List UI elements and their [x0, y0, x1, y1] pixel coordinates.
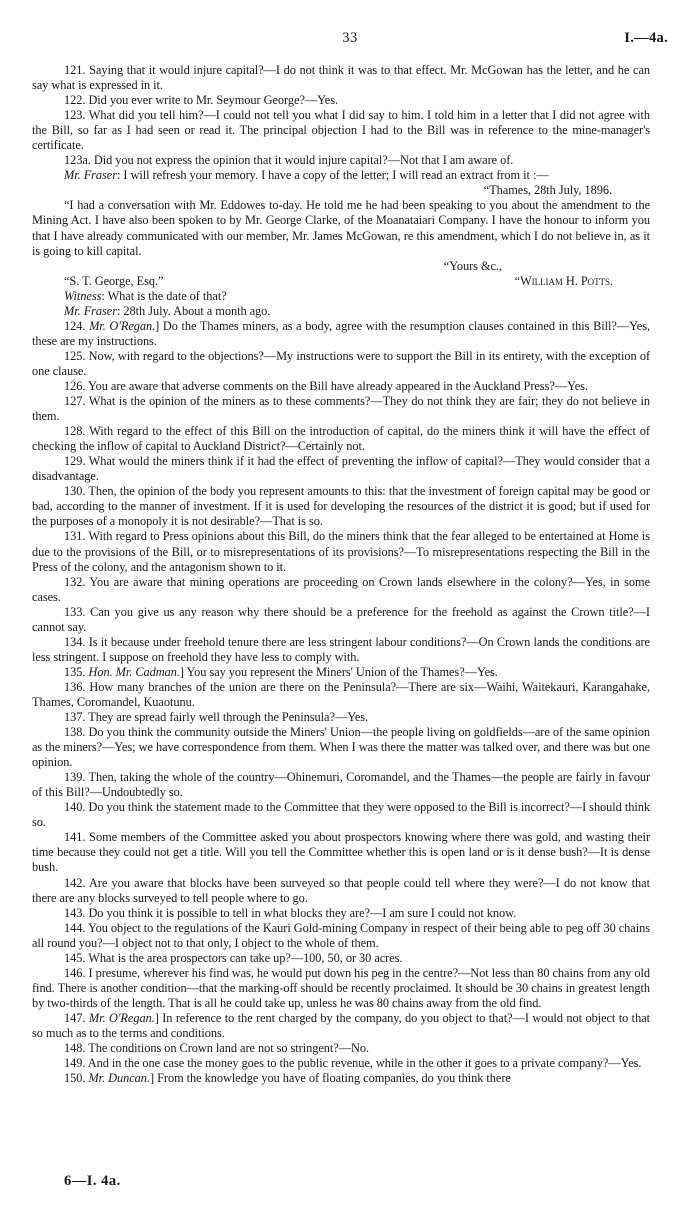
speaker-text: : What is the date of that? — [101, 288, 227, 303]
paragraph-q127: 127. What is the opinion of the miners as to these comments?—They do not think they are fair; they do not believe in them. — [32, 394, 650, 424]
speaker-name: Mr. Fraser — [64, 168, 117, 183]
document-reference: I.—4a. — [624, 30, 668, 46]
evidence-text — [32, 63, 650, 1086]
paragraph-q126: 126. You are aware that adverse comments on the Bill have already appeared in the Auckland Press?—Yes. — [64, 378, 588, 393]
paragraph-q124 — [32, 319, 650, 349]
paragraph-fraser-reads — [32, 168, 650, 183]
question-text: ] From the knowledge you have of floating companies, do you think there — [149, 1071, 511, 1086]
paragraph-q150 — [32, 1071, 650, 1086]
letter-signature: “William H. Potts. — [514, 273, 613, 288]
paragraph-q128: 128. With regard to the effect of this Bill on the introduction of capital, do the miners think it will have the effect of checking the inflow of capital to Auckland District?—Certainly not. — [32, 424, 650, 454]
question-number: 135. — [64, 664, 86, 679]
speaker-name: Hon. Mr. Cadman. — [88, 664, 180, 679]
paragraph-q139: 139. Then, taking the whole of the country—Ohinemuri, Coromandel, and the Thames—the people are fairly in favour of this Bill?—Undoubtedly so. — [32, 770, 650, 800]
speaker-name: Witness — [64, 288, 102, 303]
paragraph-q133: 133. Can you give us any reason why there should be a preference for the freehold as against the Crown title?—I cannot say. — [32, 604, 650, 634]
paragraph-q123a: 123a. Did you not express the opinion that it would injure capital?—Not that I am aware of. — [64, 153, 514, 168]
paragraph-q145: 145. What is the area prospectors can take up?—100, 50, or 30 acres. — [64, 950, 403, 965]
signature-mark: 6—I. 4a. — [64, 1173, 121, 1189]
paragraph-q140: 140. Do you think the statement made to the Committee that they were opposed to the Bill is incorrect?—I should think so. — [32, 800, 650, 830]
paragraph-q136: 136. How many branches of the union are there on the Peninsula?—There are six—Waihi, Waitekauri, Karangahake, Thames, Coromandel, Kuaotunu. — [32, 679, 650, 709]
paragraph-q148: 148. The conditions on Crown land are not so stringent?—No. — [64, 1041, 370, 1056]
question-number: 147. — [64, 1010, 86, 1025]
paragraph-q137: 137. They are spread fairly well through the Peninsula?—Yes. — [64, 710, 369, 725]
page-number: 33 — [342, 30, 358, 46]
speaker-text: : I will refresh your memory. I have a copy of the letter; I will read an extract from it :— — [117, 168, 549, 183]
paragraph-q122: 122. Did you ever write to Mr. Seymour George?—Yes. — [64, 93, 339, 108]
paragraph-q142: 142. Are you aware that blocks have been surveyed so that people could tell where they were?—I do not know that there are any blocks surveyed to tell people where to go. — [32, 875, 650, 905]
question-text: ] Do the Thames miners, as a body, agree with the resumption clauses contained in this Bill?—Yes, these are my instructions. — [32, 318, 650, 348]
question-number: 124. — [64, 318, 86, 333]
paragraph-q144: 144. You object to the regulations of the Kauri Gold-mining Company in respect of their being able to peg off 30 chains all round you?—I object not to that only, I object to the whole of them. — [32, 920, 650, 950]
paragraph-q121: 121. Saying that it would injure capital?—I do not think it was to that effect. Mr. McGowan has the letter, and he can say what is expressed in it. — [32, 63, 650, 93]
paragraph-q135 — [32, 665, 650, 680]
question-number: 150. — [64, 1071, 86, 1086]
paragraph-q138: 138. Do you think the community outside the Miners' Union—the people living on goldfields—are of the same opinion as the miners?—Yes; we have correspondence from them. When I was there the matter was talked over, and there was but one opinion. — [32, 725, 650, 770]
paragraph-q143: 143. Do you think it is possible to tell in what blocks they are?—I am sure I could not know. — [64, 905, 517, 920]
paragraph-q130: 130. Then, the opinion of the body you represent amounts to this: that the investment of foreign capital may be good or bad, according to the manner of investment. If it is used for developing the resources of the district it is good; but if used for the purposes of a monopoly it is not desirable?—That is so. — [32, 484, 650, 529]
speaker-name: Mr. Duncan. — [88, 1071, 150, 1086]
letter-body: “I had a conversation with Mr. Eddowes to-day. He told me he had been speaking to you about the amendment to the Mining Act. I have also been spoken to by Mr. George Clarke, of the Moanataiari Company. I have the honour to inform you that I have already communicated with our member, Mr. James McGowan, re this amendment, which I do not believe in, as it is going to kill capital. — [32, 198, 650, 258]
paragraph-q132: 132. You are aware that mining operations are proceeding on Crown lands elsewhere in the colony?—Yes, in some cases. — [32, 574, 650, 604]
letter-signature-line — [32, 274, 650, 289]
paragraph-q129: 129. What would the miners think if it had the effect of preventing the inflow of capital?—They would consider that a disadvantage. — [32, 454, 650, 484]
letter-closing: “Yours &c., — [443, 258, 502, 273]
paragraph-q141: 141. Some members of the Committee asked you about prospectors knowing where there was gold, and wasting their time because they could not get a title. Will you tell the Committee whether this is open land or is it dense bush?—It is dense bush. — [32, 830, 650, 875]
letter-dateline: “Thames, 28th July, 1896. — [483, 183, 612, 198]
paragraph-witness — [32, 289, 650, 304]
letter-addressee: “S. T. George, Esq.” — [64, 273, 164, 288]
paragraph-q134: 134. Is it because under freehold tenure there are less stringent labour conditions?—On Crown lands the conditions are less stringent. I suppose on freehold they have less to comply with. — [32, 634, 650, 664]
paragraph-q146: 146. I presume, wherever his find was, he would put down his peg in the centre?—Not less than 80 chains from any old find. There is another condition—that the marking-off should be recently proclaimed. It should be 30 chains in greatest length by two-thirds of the length. That is all he could take up, unless he was 80 chains away from the old find. — [32, 965, 650, 1010]
speaker-name: Mr. Fraser — [64, 303, 117, 318]
speaker-text: : 28th July. About a month ago. — [117, 303, 271, 318]
paragraph-q147 — [32, 1011, 650, 1041]
speaker-name: Mr. O'Regan. — [88, 1010, 155, 1025]
paragraph-q149: 149. And in the one case the money goes to the public revenue, while in the other it goes to a private company?—Yes. — [64, 1056, 642, 1071]
question-text: ] You say you represent the Miners' Union of the Thames?—Yes. — [179, 664, 498, 679]
paragraph-fraser-date — [32, 304, 650, 319]
paragraph-q131: 131. With regard to Press opinions about this Bill, do the miners think that the fear alleged to be entertained at Home is due to the provisions of the Bill, or to misrepresentations of its provisions?—To misrepresentations respecting the Bill in the Press of the colony, and the antagonism shown to it. — [32, 529, 650, 574]
speaker-name: Mr. O'Regan. — [89, 318, 156, 333]
paragraph-q123: 123. What did you tell him?—I could not tell you what I did say to him. I told him in a letter that I did not agree with the Bill, so far as I had seen or read it. The principal objection I had to the Bill was in reference to the mine-manager's certificate. — [32, 108, 650, 153]
question-text: ] In reference to the rent charged by the company, do you object to that?—I would not object to that so much as to the terms and conditions. — [32, 1010, 650, 1040]
paragraph-q125: 125. Now, with regard to the objections?—My instructions were to support the Bill in its entirety, with the exception of one clause. — [32, 348, 650, 378]
